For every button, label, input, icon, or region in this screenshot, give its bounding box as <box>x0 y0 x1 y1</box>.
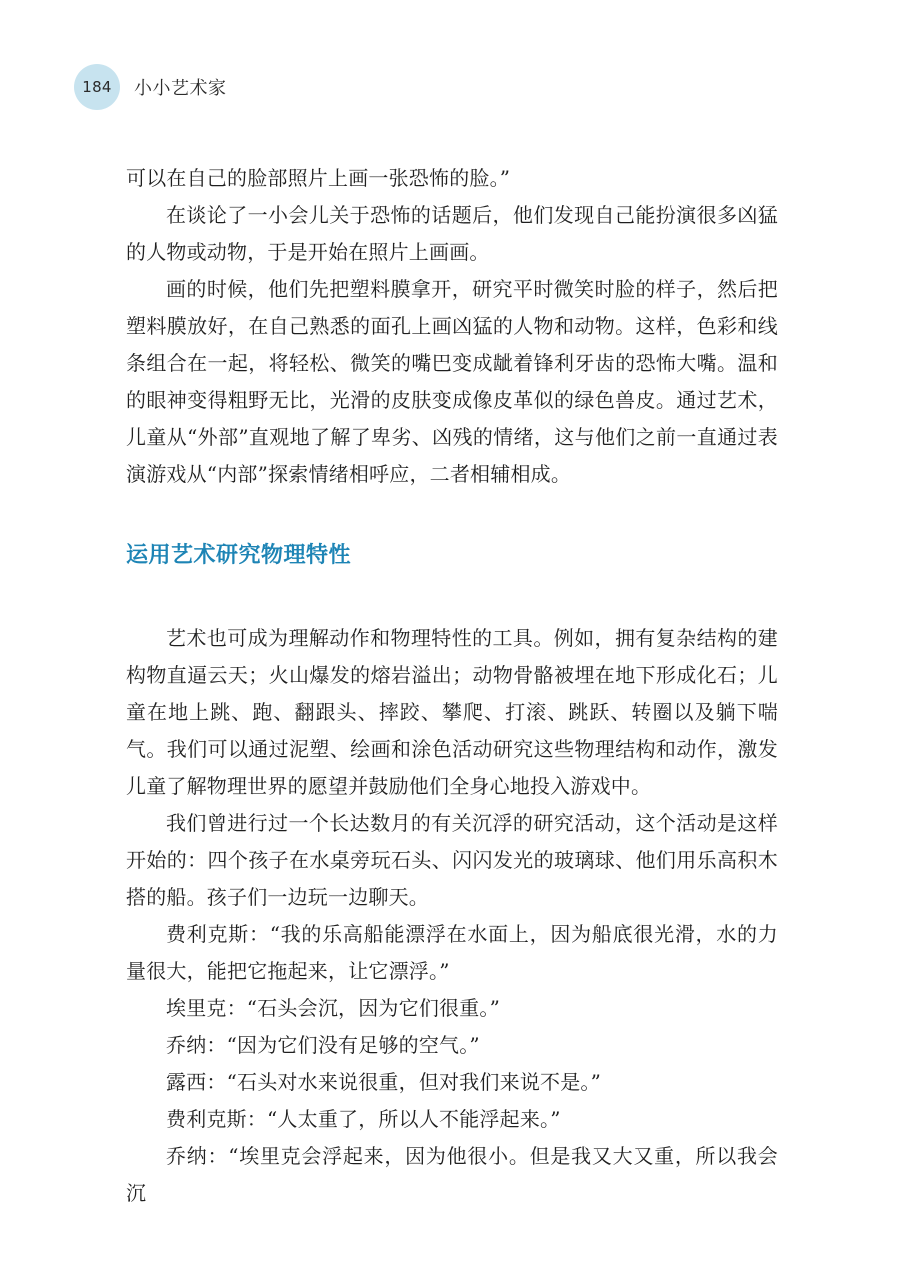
page-header <box>74 64 227 110</box>
running-head-title: 小小艺术家 <box>134 78 227 99</box>
paragraph-continuation: 可以在自己的脸部照片上画一张恐怖的脸。” <box>126 166 511 190</box>
dialogue-line: 费利克斯：“人太重了，所以人不能浮起来。” <box>166 1107 561 1131</box>
dialogue-line: 乔纳：“埃里克会浮起来，因为他很小。但是我又大又重，所以我会沉 <box>126 1144 778 1205</box>
page-body <box>126 160 778 1212</box>
dialogue-line: 乔纳：“因为它们没有足够的空气。” <box>166 1033 480 1057</box>
page-number-badge: 184 <box>74 64 120 110</box>
paragraph: 画的时候，他们先把塑料膜拿开，研究平时微笑时脸的样子，然后把塑料膜放好，在自己熟悉的面孔上画凶猛的人物和动物。这样，色彩和线条组合在一起，将轻松、微笑的嘴巴变成龇着锋利牙齿的恐怖大嘴。温和的眼神变得粗野无比，光滑的皮肤变成像皮革似的绿色兽皮。通过艺术，儿童从“外部”直观地了解了卑劣、凶残的情绪，这与他们之前一直通过表演游戏从“内部”探索情绪相呼应，二者相辅相成。 <box>126 277 778 486</box>
section-heading: 运用艺术研究物理特性 <box>126 543 352 568</box>
paragraph: 在谈论了一小会儿关于恐怖的话题后，他们发现自己能扮演很多凶猛的人物或动物，于是开始在照片上画画。 <box>126 203 778 264</box>
paragraph: 艺术也可成为理解动作和物理特性的工具。例如，拥有复杂结构的建构物直逼云天；火山爆发的熔岩溢出；动物骨骼被埋在地下形成化石；儿童在地上跳、跑、翻跟头、摔跤、攀爬、打滚、跳跃、转圈以及躺下喘气。我们可以通过泥塑、绘画和涂色活动研究这些物理结构和动作，激发儿童了解物理世界的愿望并鼓励他们全身心地投入游戏中。 <box>126 626 778 798</box>
paragraph: 我们曾进行过一个长达数月的有关沉浮的研究活动，这个活动是这样开始的：四个孩子在水桌旁玩石头、闪闪发光的玻璃球、他们用乐高积木搭的船。孩子们一边玩一边聊天。 <box>126 811 778 909</box>
dialogue-line: 露西：“石头对水来说很重，但对我们来说不是。” <box>166 1070 602 1094</box>
dialogue-line: 埃里克：“石头会沉，因为它们很重。” <box>166 996 501 1020</box>
dialogue-line: 费利克斯：“我的乐高船能漂浮在水面上，因为船底很光滑，水的力量很大，能把它拖起来，让它漂浮。” <box>126 922 778 983</box>
